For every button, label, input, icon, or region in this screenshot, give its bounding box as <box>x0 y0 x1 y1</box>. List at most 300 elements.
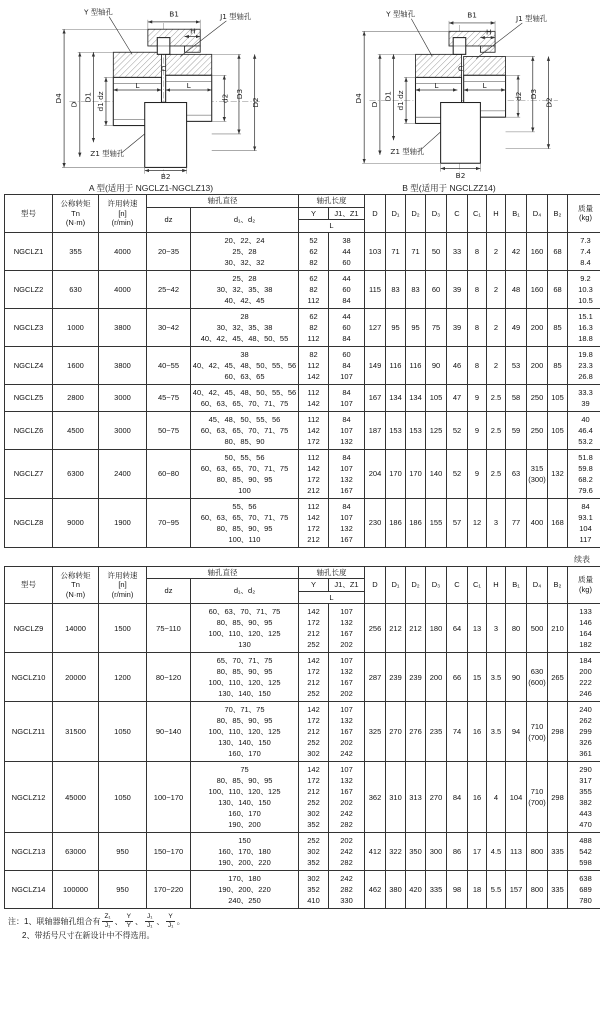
cell-mass <box>568 449 600 498</box>
cell-line: 190、200 <box>228 820 261 829</box>
cell-D1 <box>386 498 406 547</box>
cell-line: 239 <box>409 672 422 682</box>
cell-D <box>365 833 386 871</box>
cell-D1 <box>386 384 406 411</box>
cell-D1 <box>386 232 406 270</box>
col-speed-line: 许用转速 <box>107 199 138 208</box>
cell-line: 100、110、120、125 <box>208 678 281 687</box>
bore-combo-fraction <box>102 913 112 929</box>
cell-y-l <box>299 449 329 498</box>
cell-dz <box>147 871 191 909</box>
cell-line: 60、63、65、70、71、75 <box>200 463 289 473</box>
cell-line: 157 <box>509 885 523 894</box>
cell-line: 2 <box>493 284 499 294</box>
cell-C1 <box>468 411 487 449</box>
cell-line: 107 <box>340 656 353 665</box>
label-j1-bore: J1 型轴孔 <box>516 13 548 23</box>
cell-line: 180 <box>429 623 443 633</box>
cell-D4 <box>527 653 548 702</box>
cell-line: 780 <box>579 896 592 905</box>
dim-label-l-left: L <box>434 80 439 90</box>
cell-line: 2800 <box>67 393 84 402</box>
cell-line: 40、42、45、48、50、55、56 <box>192 360 297 370</box>
fraction-top: Y <box>168 913 173 920</box>
cell-dz <box>147 762 191 833</box>
cell-y-l <box>299 871 329 909</box>
cell-line: 4 <box>493 792 499 802</box>
cell-D3 <box>426 232 447 270</box>
table-row <box>5 449 600 498</box>
cell-line: 298 <box>551 727 564 736</box>
cell-line: 107 <box>340 425 353 435</box>
cell-line: 9000 <box>67 518 84 527</box>
cell-line: 40 <box>581 414 590 424</box>
cell-line: 8 <box>474 322 480 332</box>
cell-line: 8 <box>474 284 480 294</box>
cell-line: 100、110、120、125 <box>208 727 281 736</box>
cell-line: 2 <box>493 360 499 370</box>
table-row <box>5 762 600 833</box>
cell-line: 488 <box>579 836 592 845</box>
cell-dz <box>147 411 191 449</box>
cell-line: 470 <box>579 820 592 829</box>
dim-label-d1dz: d1 dz <box>95 91 105 112</box>
cell-line: 98 <box>452 885 462 894</box>
cell-line: 25~42 <box>157 284 180 294</box>
table-row <box>5 411 600 449</box>
cell-line: 382 <box>579 798 592 807</box>
cell-line: 302 <box>307 809 320 818</box>
dim-label-d: D <box>69 101 79 108</box>
col-bore-length: 轴孔长度 <box>299 566 365 579</box>
cell-d1d2 <box>191 270 299 308</box>
cell-D2 <box>406 653 426 702</box>
cell-line: 112 <box>307 387 320 397</box>
cell-line: 40、42、45、48、50、55、56 <box>192 387 297 397</box>
cell-C1 <box>468 871 487 909</box>
col-speed <box>99 566 147 604</box>
col-dz: dz <box>147 579 191 604</box>
cell-line: 65、70、71、75 <box>216 656 273 665</box>
table-body <box>5 232 600 547</box>
cell-line: 170~220 <box>153 885 184 894</box>
cell-line: 172 <box>307 776 320 785</box>
cell-B2 <box>548 384 568 411</box>
cell-line: 1200 <box>114 672 131 682</box>
dim-label-l-left: L <box>135 80 140 90</box>
cell-line: 80~120 <box>155 672 182 682</box>
cell-y-l <box>299 346 329 384</box>
table-row <box>5 346 600 384</box>
label-j1-bore: J1 型轴孔 <box>220 11 252 21</box>
cell-line: 1000 <box>67 322 84 332</box>
cell-line: 104 <box>579 523 592 533</box>
cell-line: 39 <box>452 284 462 294</box>
cell-B1 <box>506 498 527 547</box>
cell-line: 212 <box>389 623 402 633</box>
cell-line: 252 <box>307 798 320 807</box>
cell-line: 45~75 <box>157 393 180 402</box>
cell-D4 <box>527 702 548 762</box>
col-speed-line: (r/min) <box>111 589 134 599</box>
cell-H <box>487 833 506 871</box>
cell-line: 190、200、220 <box>218 858 271 867</box>
cell-C <box>447 871 468 909</box>
cell-line: 132 <box>340 436 353 446</box>
col-bore-length: 轴孔长度 <box>299 195 365 208</box>
cell-line: 230 <box>368 518 382 527</box>
cell-j1z1-l <box>329 498 365 547</box>
cell-line: 160、170、180 <box>218 847 271 856</box>
col-torque <box>53 566 99 604</box>
cell-D <box>365 346 386 384</box>
cell-line: 630 <box>530 667 544 676</box>
table-body <box>5 604 600 909</box>
col-model: 型号 <box>5 195 53 233</box>
cell-D3 <box>426 871 447 909</box>
col-mass <box>568 195 600 233</box>
cell-line: 3000 <box>114 425 131 435</box>
dim-label-d3: D3 <box>528 88 538 100</box>
cell-line: 40、42、45 <box>224 295 265 305</box>
cell-mass <box>568 270 600 308</box>
cell-line: 160、170 <box>228 749 261 758</box>
col-speed-line: [n] <box>118 580 127 589</box>
cell-D <box>365 449 386 498</box>
cell-line: 100、110、120、125 <box>208 629 281 638</box>
cell-line: 39 <box>581 398 590 408</box>
cell-j1z1-l <box>329 411 365 449</box>
cell-speed <box>99 384 147 411</box>
cell-mass <box>568 411 600 449</box>
cell-model <box>5 762 53 833</box>
cell-D4 <box>527 449 548 498</box>
cell-C1 <box>468 232 487 270</box>
cell-line: 326 <box>579 738 592 747</box>
cell-D3 <box>426 702 447 762</box>
cell-C1 <box>468 653 487 702</box>
cell-line: 410 <box>307 896 320 905</box>
cell-line: 2400 <box>114 469 131 478</box>
cell-model <box>5 498 53 547</box>
cell-line: 84 <box>342 360 351 370</box>
cell-line: 265 <box>551 672 564 682</box>
cell-line: 68.2 <box>578 474 593 484</box>
cell-y-l <box>299 308 329 346</box>
cell-D4 <box>527 308 548 346</box>
cell-line: 60 <box>342 284 351 294</box>
cell-torque <box>53 833 99 871</box>
cell-line: 100000 <box>62 885 89 894</box>
cell-line: 167 <box>340 727 353 736</box>
cell-line: 85 <box>553 322 562 332</box>
cell-torque <box>53 270 99 308</box>
cell-line: 200 <box>530 360 544 370</box>
cell-line: 107 <box>340 371 353 381</box>
cell-line: 800 <box>530 847 544 856</box>
cell-model <box>5 604 53 653</box>
cell-model <box>5 384 53 411</box>
fraction-bottom: J₁ <box>167 922 174 929</box>
cell-H <box>487 449 506 498</box>
cell-line: 290 <box>579 765 592 774</box>
cell-line: 60 <box>342 257 351 267</box>
col-B1: B₁ <box>506 566 527 604</box>
cell-line: 63 <box>511 469 521 478</box>
cell-H <box>487 498 506 547</box>
cell-line: 212 <box>307 485 320 495</box>
cell-line: 164 <box>579 629 592 638</box>
cell-D <box>365 498 386 547</box>
cell-line: 132 <box>340 523 353 533</box>
cell-torque <box>53 653 99 702</box>
fraction-top: Y <box>126 913 131 920</box>
cell-line: NGCLZ1 <box>13 246 44 256</box>
cell-dz <box>147 270 191 308</box>
cell-line: 689 <box>579 885 592 894</box>
cell-line: 3 <box>493 518 499 527</box>
cell-line: 168 <box>551 518 564 527</box>
col-H: H <box>487 195 506 233</box>
cell-D4 <box>527 833 548 871</box>
cell-line: 83 <box>391 284 400 294</box>
note-separator: 、 <box>134 916 143 926</box>
cell-C1 <box>468 384 487 411</box>
cell-line: 252 <box>307 640 320 649</box>
cell-line: 125 <box>429 425 443 435</box>
cell-D <box>365 871 386 909</box>
cell-line: 950 <box>116 847 129 856</box>
cell-line: 31500 <box>65 727 86 736</box>
col-j1z1: J1、Z1 <box>329 207 365 220</box>
cell-line: 79.6 <box>578 485 593 495</box>
continued-label: 续表 <box>574 554 590 564</box>
cell-line: 44 <box>342 273 351 283</box>
cell-line: 90~140 <box>155 727 182 736</box>
cell-D2 <box>406 411 426 449</box>
col-D3: D₃ <box>426 195 447 233</box>
cell-line: 132 <box>551 469 564 478</box>
col-l: L <box>299 591 365 604</box>
cell-line: 84 <box>342 333 351 343</box>
cell-D3 <box>426 449 447 498</box>
cell-C1 <box>468 604 487 653</box>
cell-line: 130 <box>238 640 251 649</box>
cell-line: 140 <box>429 469 443 478</box>
cell-line: 335 <box>551 885 564 894</box>
cell-line: 84 <box>342 387 351 397</box>
cell-line: 51.8 <box>578 452 593 462</box>
cell-line: 172 <box>307 436 320 446</box>
col-mass-line: 质量 <box>578 203 593 213</box>
col-speed-line: (r/min) <box>111 218 134 227</box>
cell-line: 246 <box>579 689 592 698</box>
cell-d1d2 <box>191 384 299 411</box>
cell-line: 150~170 <box>153 847 184 856</box>
cell-line: 270 <box>429 792 443 802</box>
cell-H <box>487 232 506 270</box>
cell-line: 16 <box>472 792 482 802</box>
cell-line: 1500 <box>114 623 131 633</box>
cell-H <box>487 346 506 384</box>
fraction-bottom: J₁ <box>104 922 111 929</box>
cell-line: 256 <box>368 623 382 633</box>
cell-line: 107 <box>340 705 353 714</box>
cell-line: 42 <box>511 246 521 256</box>
dim-label-h: H <box>486 27 492 37</box>
cell-line: 4500 <box>67 425 84 435</box>
cell-line: 302 <box>307 847 320 856</box>
cell-d1d2 <box>191 702 299 762</box>
col-torque <box>53 195 99 233</box>
cell-line: 282 <box>340 858 353 867</box>
cell-line: 103 <box>368 246 382 256</box>
cell-D1 <box>386 346 406 384</box>
cell-D3 <box>426 411 447 449</box>
dim-label-l-right: L <box>482 80 487 90</box>
cell-line: 190、200、220 <box>218 885 271 894</box>
cell-line: 500 <box>530 623 544 633</box>
cell-D1 <box>386 702 406 762</box>
cell-line: 420 <box>409 885 422 894</box>
cell-line: 212 <box>307 787 320 796</box>
cell-B2 <box>548 411 568 449</box>
cell-line: 400 <box>530 518 544 527</box>
cell-line: 153 <box>409 425 422 435</box>
dim-label-d4: D4 <box>354 93 364 104</box>
cell-line: 132 <box>340 474 353 484</box>
cell-speed <box>99 232 147 270</box>
coupling-section-a-drawing <box>3 2 299 180</box>
cell-D3 <box>426 308 447 346</box>
cell-line: 132 <box>340 716 353 725</box>
cell-line: 200 <box>579 667 592 676</box>
cell-line: 50~75 <box>157 425 180 435</box>
cell-B1 <box>506 308 527 346</box>
table-row <box>5 384 600 411</box>
cell-line: 167 <box>340 485 353 495</box>
cell-line: 212 <box>307 534 320 544</box>
cell-H <box>487 604 506 653</box>
cell-line: 355 <box>69 246 82 256</box>
cell-line: 172 <box>307 523 320 533</box>
cell-line: 20000 <box>65 672 86 682</box>
cell-mass <box>568 653 600 702</box>
cell-line: 46 <box>452 360 462 370</box>
cell-speed <box>99 604 147 653</box>
cell-line: 100 <box>238 485 251 495</box>
cell-line: NGCLZ4 <box>13 360 44 370</box>
dim-label-h: H <box>190 26 196 36</box>
cell-line: 204 <box>368 469 382 478</box>
cell-line: 30、32、32 <box>224 257 265 267</box>
cell-line: 235 <box>429 727 443 736</box>
cell-torque <box>53 871 99 909</box>
cell-line: 950 <box>116 885 129 894</box>
cell-line: 355 <box>579 787 592 796</box>
col-D4: D₄ <box>527 195 548 233</box>
cell-line: 112 <box>307 501 320 511</box>
cell-mass <box>568 833 600 871</box>
cell-line: 80 <box>511 623 521 633</box>
dim-label-d3: D3 <box>235 88 245 100</box>
cell-line: 84 <box>452 792 462 802</box>
cell-dz <box>147 833 191 871</box>
cell-line: 172 <box>307 716 320 725</box>
cell-line: 412 <box>368 847 382 856</box>
cell-D2 <box>406 498 426 547</box>
cell-D1 <box>386 308 406 346</box>
cell-torque <box>53 308 99 346</box>
cell-model <box>5 871 53 909</box>
dim-label-l-right: L <box>186 80 191 90</box>
cell-line: 115 <box>369 284 381 294</box>
cell-d1d2 <box>191 411 299 449</box>
bore-combo-fraction <box>166 913 174 929</box>
cell-line: 82 <box>309 322 318 332</box>
cell-line: 142 <box>307 398 320 408</box>
cell-line: 282 <box>340 820 353 829</box>
cell-H <box>487 411 506 449</box>
cell-D3 <box>426 346 447 384</box>
table-header <box>5 566 600 604</box>
cell-line: 95 <box>391 322 400 332</box>
cell-line: 4000 <box>114 284 131 294</box>
col-C1: C₁ <box>468 195 487 233</box>
cell-line: 202 <box>340 836 353 845</box>
cell-line: 150 <box>238 836 251 845</box>
label-y-bore: Y 型轴孔 <box>83 7 113 17</box>
cell-line: 116 <box>409 360 422 370</box>
cell-line: 20、22、24 <box>224 235 265 245</box>
cell-line: NGCLZ13 <box>11 847 46 856</box>
cell-C1 <box>468 498 487 547</box>
cell-y-l <box>299 604 329 653</box>
table-row <box>5 653 600 702</box>
cell-j1z1-l <box>329 762 365 833</box>
cell-line: 18.8 <box>578 333 593 343</box>
cell-line: 1600 <box>67 360 84 370</box>
cell-C1 <box>468 833 487 871</box>
cell-line: 12 <box>472 518 482 527</box>
cell-C1 <box>468 270 487 308</box>
cell-line: 113 <box>510 847 522 856</box>
cell-D2 <box>406 762 426 833</box>
cell-line: 19.8 <box>578 349 593 359</box>
col-bore-diameter: 轴孔直径 <box>147 566 299 579</box>
diagram-row <box>0 0 600 194</box>
cell-line: 282 <box>340 885 353 894</box>
cell-C1 <box>468 762 487 833</box>
col-B2: B₂ <box>548 566 568 604</box>
cell-line: 638 <box>579 874 592 883</box>
cell-line: 202 <box>340 689 353 698</box>
cell-line: 630 <box>69 284 82 294</box>
fraction-top: Z₁ <box>104 913 111 920</box>
cell-line: 82 <box>309 257 318 267</box>
cell-line: 107 <box>340 512 353 522</box>
cell-D4 <box>527 871 548 909</box>
cell-line: 130、140、150 <box>218 738 271 747</box>
cell-B2 <box>548 762 568 833</box>
cell-line: 50、55、56 <box>224 452 265 462</box>
cell-line: 8 <box>474 360 480 370</box>
cell-d1d2 <box>191 346 299 384</box>
cell-speed <box>99 762 147 833</box>
cell-line: 44 <box>342 246 351 256</box>
table-row <box>5 604 600 653</box>
cell-line: 62 <box>309 246 318 256</box>
